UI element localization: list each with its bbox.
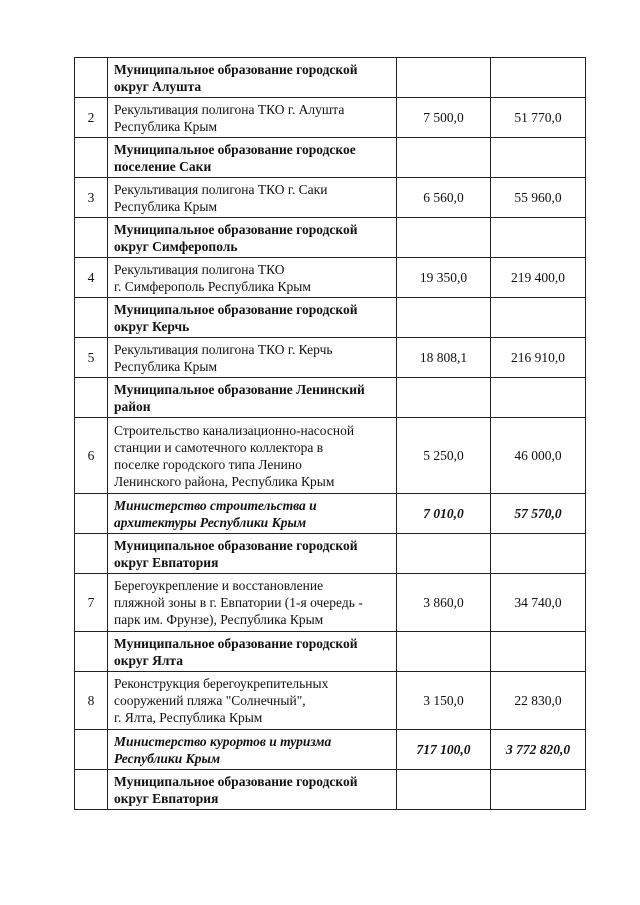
row-number: 2 — [75, 98, 108, 138]
row-number — [75, 58, 108, 98]
row-number — [75, 632, 108, 672]
value-2: 55 960,0 — [491, 178, 586, 218]
row-name: Муниципальное образование городской округ Евпатория — [108, 770, 397, 810]
value-1: 717 100,0 — [397, 730, 491, 770]
project-row — [75, 418, 586, 494]
value-2: 51 770,0 — [491, 98, 586, 138]
value-2: 57 570,0 — [491, 494, 586, 534]
org-row — [75, 770, 586, 810]
row-number: 4 — [75, 258, 108, 298]
row-name: Муниципальное образование городской округ Ялта — [108, 632, 397, 672]
value-2 — [491, 298, 586, 338]
value-1: 7 500,0 — [397, 98, 491, 138]
value-1 — [397, 632, 491, 672]
row-number — [75, 298, 108, 338]
row-name: Реконструкция берегоукрепительных сооружений пляжа "Солнечный", г. Ялта, Республика Крым — [108, 672, 397, 730]
value-2: 34 740,0 — [491, 574, 586, 632]
row-name: Министерство строительства и архитектуры Республики Крым — [108, 494, 397, 534]
row-number — [75, 494, 108, 534]
value-1: 3 150,0 — [397, 672, 491, 730]
org-row — [75, 378, 586, 418]
row-name: Муниципальное образование городской округ Алушта — [108, 58, 397, 98]
row-name: Рекультивация полигона ТКО г. Алушта Республика Крым — [108, 98, 397, 138]
value-2 — [491, 770, 586, 810]
row-name: Строительство канализационно-насосной станции и самотечного коллектора в поселке городского типа Ленино Ленинского района, Республика Крым — [108, 418, 397, 494]
row-name: Министерство курортов и туризма Республики Крым — [108, 730, 397, 770]
value-2 — [491, 632, 586, 672]
value-1: 18 808,1 — [397, 338, 491, 378]
value-1: 6 560,0 — [397, 178, 491, 218]
value-1 — [397, 298, 491, 338]
row-number: 3 — [75, 178, 108, 218]
ministry-row — [75, 494, 586, 534]
row-name: Рекультивация полигона ТКО г. Симферополь Республика Крым — [108, 258, 397, 298]
project-row — [75, 258, 586, 298]
project-row — [75, 338, 586, 378]
row-name: Муниципальное образование городской округ Керчь — [108, 298, 397, 338]
row-name: Муниципальное образование городское поселение Саки — [108, 138, 397, 178]
budget-table — [74, 57, 586, 810]
value-1: 19 350,0 — [397, 258, 491, 298]
value-1 — [397, 378, 491, 418]
row-number — [75, 730, 108, 770]
budget-table-body — [75, 58, 586, 810]
row-number — [75, 534, 108, 574]
value-2 — [491, 534, 586, 574]
value-1: 3 860,0 — [397, 574, 491, 632]
value-2: 219 400,0 — [491, 258, 586, 298]
row-name: Муниципальное образование городской округ Евпатория — [108, 534, 397, 574]
value-2: 22 830,0 — [491, 672, 586, 730]
row-number — [75, 378, 108, 418]
row-number — [75, 138, 108, 178]
row-name: Берегоукрепление и восстановление пляжной зоны в г. Евпатории (1-я очередь - парк им. Фрунзе), Республика Крым — [108, 574, 397, 632]
project-row — [75, 98, 586, 138]
value-1: 5 250,0 — [397, 418, 491, 494]
project-row — [75, 672, 586, 730]
value-2 — [491, 138, 586, 178]
row-name: Рекультивация полигона ТКО г. Саки Республика Крым — [108, 178, 397, 218]
value-2 — [491, 58, 586, 98]
row-name: Рекультивация полигона ТКО г. Керчь Республика Крым — [108, 338, 397, 378]
row-number: 6 — [75, 418, 108, 494]
value-1 — [397, 58, 491, 98]
org-row — [75, 138, 586, 178]
value-2: 3 772 820,0 — [491, 730, 586, 770]
value-2: 46 000,0 — [491, 418, 586, 494]
project-row — [75, 574, 586, 632]
org-row — [75, 534, 586, 574]
value-1 — [397, 534, 491, 574]
org-row — [75, 218, 586, 258]
row-name: Муниципальное образование городской округ Симферополь — [108, 218, 397, 258]
row-number: 7 — [75, 574, 108, 632]
value-1 — [397, 138, 491, 178]
value-2 — [491, 378, 586, 418]
row-name: Муниципальное образование Ленинский район — [108, 378, 397, 418]
value-2 — [491, 218, 586, 258]
row-number: 5 — [75, 338, 108, 378]
ministry-row — [75, 730, 586, 770]
value-1 — [397, 770, 491, 810]
org-row — [75, 58, 586, 98]
value-2: 216 910,0 — [491, 338, 586, 378]
row-number — [75, 770, 108, 810]
row-number: 8 — [75, 672, 108, 730]
org-row — [75, 632, 586, 672]
row-number — [75, 218, 108, 258]
project-row — [75, 178, 586, 218]
value-1: 7 010,0 — [397, 494, 491, 534]
org-row — [75, 298, 586, 338]
value-1 — [397, 218, 491, 258]
